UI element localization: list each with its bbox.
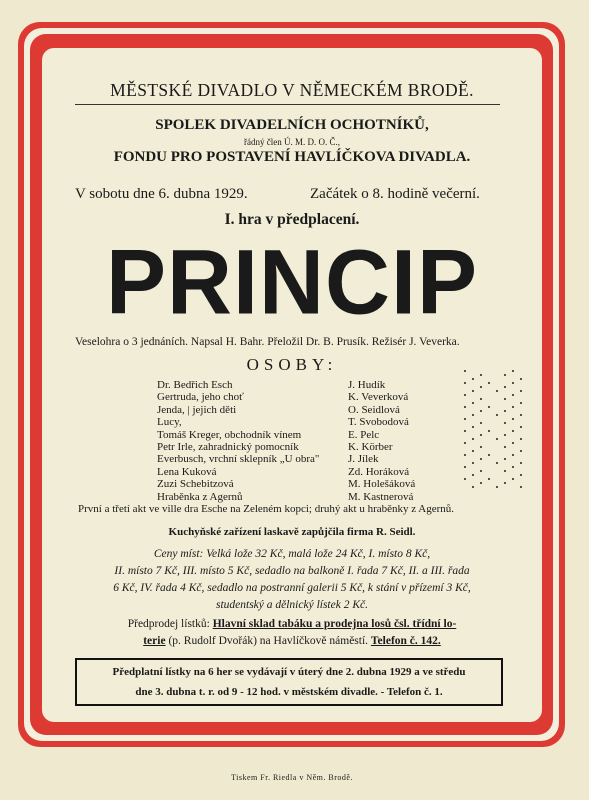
perforation-dot: [480, 386, 482, 388]
cast-actor: K. Körber: [348, 441, 393, 453]
perforation-dot: [464, 454, 466, 456]
perforation-dot: [480, 470, 482, 472]
perforation-dot: [512, 454, 514, 456]
perforation-dot: [472, 390, 474, 392]
cast-actor: E. Pelc: [348, 428, 380, 441]
perforation-dot: [480, 446, 482, 448]
price-line: studentský a dělnický lístek 2 Kč.: [215, 599, 368, 611]
play-credits: Veselohra o 3 jednáních. Napsal H. Bahr. Přeložil Dr. B. Prusík. Režisér J. Veverka.: [75, 336, 460, 348]
perforation-dot: [480, 422, 482, 424]
perforation-dot: [464, 382, 466, 384]
perforation-dot: [504, 482, 506, 484]
membership-note: řádný člen Ú. M. D. O. Č.,: [244, 137, 340, 147]
perforation-dot: [488, 430, 490, 432]
perforation-dot: [520, 462, 522, 464]
setting-note: První a třetí akt ve ville dra Esche na Zeleném kopci; druhý akt u hraběnky z Agernů.: [78, 503, 455, 515]
perforation-dot: [496, 414, 498, 416]
performance-date: V sobotu dne 6. dubna 1929.: [75, 186, 248, 202]
perforation-dot: [464, 430, 466, 432]
perforation-dot: [520, 450, 522, 452]
perforation-dot: [464, 418, 466, 420]
perforation-dot: [472, 426, 474, 428]
perforation-dot: [504, 422, 506, 424]
perforation-dot: [520, 474, 522, 476]
perforation-dot: [512, 382, 514, 384]
printer-note: Tiskem Fr. Riedla v Něm. Brodě.: [231, 773, 353, 782]
perforation-dot: [504, 410, 506, 412]
perforation-dot: [520, 426, 522, 428]
cast-actor: Zd. Horáková: [348, 465, 410, 478]
presale-line-1: [62, 618, 522, 630]
presale-phone: Telefon č. 142.: [370, 635, 441, 647]
perforation-dot: [504, 446, 506, 448]
perforation-dot: [488, 382, 490, 384]
perforation-dot: [480, 434, 482, 436]
society-name: SPOLEK DIVADELNÍCH OCHOTNÍKŮ,: [155, 117, 429, 133]
perforation-dot: [480, 482, 482, 484]
perforation-dot: [512, 478, 514, 480]
perforation-dot: [504, 458, 506, 460]
perforation-dot: [480, 410, 482, 412]
perforation-dot: [472, 438, 474, 440]
cast-actor: J. Hudík: [348, 379, 386, 391]
cast-actor: M. Holešáková: [348, 478, 416, 491]
presale-address: (p. Rudolf Dvořák) na Havlíčkově náměstí.: [168, 635, 369, 647]
cast-actor: M. Kastnerová: [348, 490, 414, 503]
perforation-dot: [472, 486, 474, 488]
cast-role: Zuzi Schebitzová: [157, 478, 234, 491]
perforation-dot: [520, 414, 522, 416]
perforation-dot: [472, 414, 474, 416]
perforation-dot: [464, 442, 466, 444]
perforation-dot: [488, 478, 490, 480]
play-title: PRINCIP: [105, 232, 479, 334]
perforation-dot: [472, 474, 474, 476]
perforation-dot: [488, 406, 490, 408]
cast-role: Tomáš Kreger, obchodník vínem: [157, 428, 302, 441]
perforation-dot: [472, 450, 474, 452]
start-time: Začátek o 8. hodině večerní.: [310, 186, 480, 202]
perforation-stamp: [460, 370, 530, 495]
perforation-dot: [504, 374, 506, 376]
perforation-dot: [512, 370, 514, 372]
perforation-dot: [464, 370, 466, 372]
theatre-title: MĚSTSKÉ DIVADLO V NĚMECKÉM BRODĚ.: [110, 80, 474, 100]
cast-role: Lena Kuková: [157, 465, 217, 478]
perforation-dot: [480, 458, 482, 460]
perforation-dot: [504, 386, 506, 388]
cast-role: Petr Irle, zahradnický pomocník: [157, 441, 299, 453]
perforation-dot: [520, 438, 522, 440]
perforation-dot: [512, 430, 514, 432]
title-underline: [75, 104, 500, 105]
cast-actor: T. Svobodová: [348, 416, 409, 429]
perforation-dot: [512, 418, 514, 420]
perforation-dot: [512, 442, 514, 444]
perforation-dot: [480, 398, 482, 400]
perforation-dot: [496, 486, 498, 488]
perforation-dot: [504, 434, 506, 436]
cast-actor: K. Veverková: [348, 391, 409, 404]
perforation-dot: [496, 438, 498, 440]
price-line: Ceny míst: Velká lože 32 Kč, malá lože 24 Kč, I. místo 8 Kč,: [153, 548, 431, 560]
price-line: 6 Kč, IV. řada 4 Kč, sedadlo na postranní galerii 5 Kč, k stání v přízemí 3 Kč,: [113, 582, 471, 594]
perforation-dot: [520, 486, 522, 488]
perforation-dot: [512, 466, 514, 468]
presale-line-2: [62, 635, 522, 647]
kitchen-credit: Kuchyňské zařízení laskavě zapůjčila firma R. Seidl.: [168, 526, 416, 538]
perforation-dot: [504, 470, 506, 472]
perforation-dot: [464, 478, 466, 480]
perforation-dot: [464, 466, 466, 468]
subscription-box-line: Předplatní lístky na 6 her se vydávají v úterý dne 2. dubna 1929 a ve středu: [112, 666, 466, 678]
perforation-dot: [496, 462, 498, 464]
perforation-dot: [464, 406, 466, 408]
perforation-dot: [520, 378, 522, 380]
subscription-play-number: I. hra v předplacení.: [224, 211, 360, 228]
cast-heading: OSOBY:: [246, 355, 338, 374]
perforation-dot: [520, 390, 522, 392]
perforation-dot: [480, 374, 482, 376]
cast-role: Gertruda, jeho choť: [157, 391, 244, 404]
cast-role: Dr. Bedřich Esch: [157, 379, 233, 391]
cast-role: Jenda, | jejich děti: [157, 403, 237, 416]
perforation-dot: [512, 406, 514, 408]
perforation-dot: [488, 454, 490, 456]
subscription-box: [75, 658, 503, 706]
perforation-dot: [496, 390, 498, 392]
presale-prefix: Předprodej lístků:: [127, 618, 210, 630]
perforation-dot: [472, 402, 474, 404]
price-line: II. místo 7 Kč, III. místo 5 Kč, sedadlo na balkoně I. řada 7 Kč, II. a III. řada: [114, 565, 470, 577]
perforation-dot: [520, 402, 522, 404]
perforation-dot: [472, 462, 474, 464]
fund-name: FONDU PRO POSTAVENÍ HAVLÍČKOVA DIVADLA.: [113, 149, 471, 165]
cast-role: Hraběnka z Agernů: [157, 490, 243, 503]
perforation-dot: [464, 394, 466, 396]
cast-actor: J. Jílek: [348, 453, 379, 466]
subscription-box-line: dne 3. dubna t. r. od 9 - 12 hod. v městském divadle. - Telefon č. 1.: [135, 686, 443, 698]
presale-shop: Hlavní sklad tabáku a prodejna losů čsl. třídní lo-: [212, 618, 457, 630]
perforation-dot: [504, 398, 506, 400]
cast-role: Everbusch, vrchní sklepník „U obra": [157, 453, 320, 466]
perforation-dot: [512, 394, 514, 396]
presale-shop-end: terie: [143, 635, 166, 647]
cast-role: Lucy,: [157, 416, 182, 429]
perforation-dot: [472, 378, 474, 380]
cast-actor: O. Seidlová: [348, 403, 400, 416]
